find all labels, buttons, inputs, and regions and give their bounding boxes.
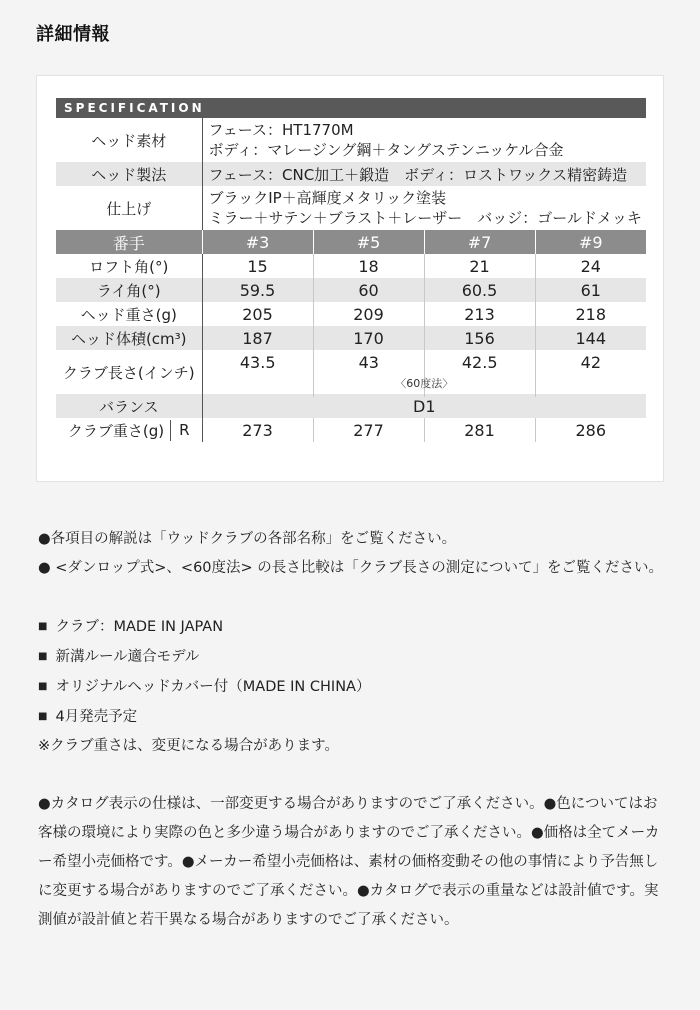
club-length-row — [56, 350, 646, 394]
finish-value — [202, 186, 646, 230]
loft-value: 21 — [424, 254, 535, 278]
club-weight-value: 277 — [313, 418, 424, 442]
square-bullet-icon: ■ — [38, 621, 48, 632]
loft-value: 24 — [580, 256, 601, 276]
finish-line-1: ブラックIP＋高輝度メタリック塗装 — [208, 189, 447, 207]
head-manufacturing-value: フェース：CNC加工＋鍛造 ボディ：ロストワックス精密鋳造 — [202, 162, 646, 186]
bullet-item — [38, 612, 668, 642]
loft-value: 18 — [313, 254, 424, 278]
loft-value: 15 — [202, 254, 313, 278]
square-bullet-icon: ■ — [38, 651, 48, 662]
square-bullet-icon: ■ — [38, 681, 48, 692]
club-length-value: 42 — [580, 353, 601, 372]
bullet-item — [38, 642, 668, 672]
number-header-9: #9 — [535, 230, 646, 254]
bullet-text: オリジナルヘッドカバー付（MADE IN CHINA） — [55, 679, 371, 695]
head-manufacturing-label: ヘッド製法 — [56, 162, 202, 186]
club-weight-value: 281 — [424, 418, 535, 442]
lie-label: ライ角(°) — [56, 278, 202, 302]
measurement-method-note: 〈60度法〉 — [395, 377, 454, 390]
bullet-text: 4月発売予定 — [55, 709, 138, 725]
notes-section — [38, 525, 668, 935]
club-weight-label-cell — [56, 418, 202, 442]
head-material-face: フェース：HT1770M — [208, 121, 354, 139]
number-header-7: #7 — [424, 230, 535, 254]
flex-label: R — [179, 421, 190, 439]
head-volume-row — [56, 326, 646, 350]
head-weight-row — [56, 302, 646, 326]
club-length-value: 43 — [313, 350, 424, 397]
spec-title-row — [56, 98, 646, 118]
catalog-disclaimer: ●カタログ表示の仕様は、一部変更する場合がありますのでご了承ください。●色についてはお客様の環境により実際の色と多少違う場合がありますのでご了承ください。●価格は全てメーカー希望小売価格です。●メーカー希望小売価格は、素材の価格変動その他の事情により予告無しに変更する場合がありますのでご了承ください。●カタログで表示の重量などは設計値です。実測値が設計値と若干異なる場合がありますのでご了承ください。 — [38, 796, 660, 928]
lie-row — [56, 278, 646, 302]
loft-label: ロフト角(°) — [56, 254, 202, 278]
loft-row — [56, 254, 646, 278]
head-weight-value: 205 — [202, 302, 313, 326]
head-volume-label: ヘッド体積(cm³) — [56, 326, 202, 350]
number-header-3: #3 — [202, 230, 313, 254]
head-volume-value: 156 — [424, 326, 535, 350]
number-header-row — [56, 230, 646, 254]
spec-table — [56, 98, 646, 442]
bullet-text: 新溝ルール適合モデル — [55, 649, 200, 665]
club-weight-row — [56, 418, 646, 442]
lie-value: 60.5 — [424, 278, 535, 302]
lie-value: 61 — [535, 278, 646, 302]
lie-value: 60 — [313, 278, 424, 302]
club-weight-value: 273 — [202, 418, 313, 442]
balance-row — [56, 394, 646, 418]
head-volume-value: 144 — [535, 326, 646, 350]
head-material-value — [202, 118, 646, 162]
weight-change-note: ※クラブ重さは、変更になる場合があります。 — [38, 738, 339, 754]
club-weight-label: クラブ重さ(g) — [68, 420, 171, 441]
club-weight-value: 286 — [575, 420, 607, 440]
head-weight-value: 218 — [575, 304, 607, 324]
spec-card — [36, 75, 664, 482]
number-header-label: 番手 — [56, 230, 202, 254]
finish-row — [56, 186, 646, 230]
number-header-5: #5 — [313, 230, 424, 254]
note-item-terms: ●各項目の解説は「ウッドクラブの各部名称」をご覧ください。 — [38, 531, 457, 547]
head-weight-label: ヘッド重さ(g) — [56, 302, 202, 326]
balance-value: D1 — [202, 394, 646, 418]
bullet-text: クラブ：MADE IN JAPAN — [55, 619, 224, 635]
square-bullet-icon: ■ — [38, 711, 48, 722]
head-weight-value: 209 — [313, 302, 424, 326]
head-manufacturing-row — [56, 162, 646, 186]
bullet-item — [38, 702, 668, 732]
head-weight-value: 213 — [424, 302, 535, 326]
club-length-values — [202, 350, 646, 394]
finish-label: 仕上げ — [56, 186, 202, 230]
lie-value: 59.5 — [202, 278, 313, 302]
head-volume-value: 187 — [202, 326, 313, 350]
head-volume-value: 170 — [313, 326, 424, 350]
finish-line-2: ミラー＋サテン＋ブラスト＋レーザー バッジ：ゴールドメッキ — [208, 209, 642, 227]
balance-label: バランス — [56, 394, 202, 418]
spec-title: SPECIFICATION — [56, 98, 646, 118]
page-heading: 詳細情報 — [36, 24, 110, 45]
head-material-body: ボディ：マレージング鋼＋タングステンニッケル合金 — [208, 141, 564, 159]
club-length-value: 42.5 — [424, 350, 535, 397]
club-length-value: 43.5 — [203, 350, 314, 397]
club-length-label: クラブ長さ(インチ) — [56, 350, 202, 394]
note-item-length-comparison: ● <ダンロップ式>、<60度法> の長さ比較は「クラブ長さの測定について」をご覧ください。 — [38, 560, 663, 576]
bullet-item — [38, 672, 668, 702]
head-material-row — [56, 118, 646, 162]
head-material-label: ヘッド素材 — [56, 118, 202, 162]
